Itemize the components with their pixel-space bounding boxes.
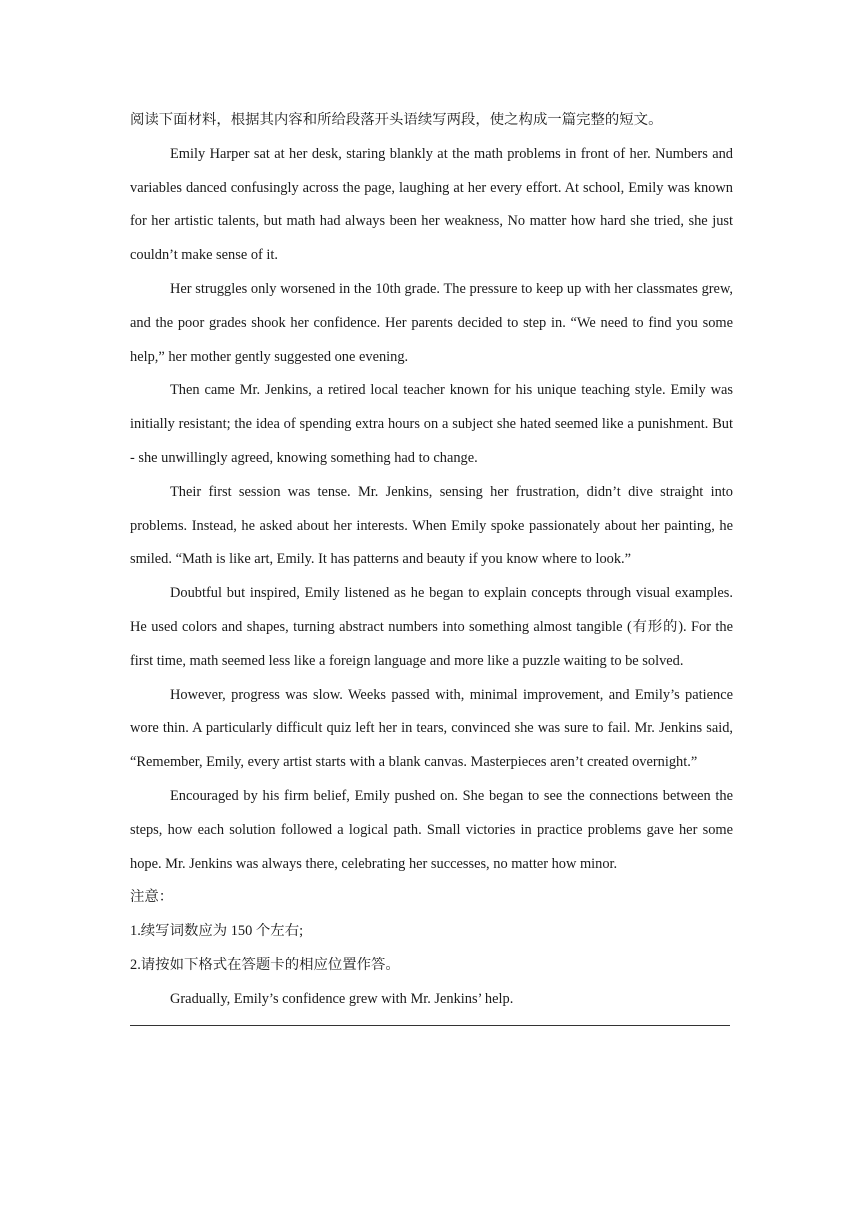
story-paragraph-1: Emily Harper sat at her desk, staring blankly at the math problems in front of her. Numbers and variables danced confusingly across the page, laughing at her every effort. At school, Emily was known for her artistic talents, but math had always been her weakness, No matter how hard she tried, she just couldn’t make sense of it. (130, 145, 733, 264)
story-paragraph-2: Her struggles only worsened in the 10th grade. The pressure to keep up with her classmates grew, and the poor grades shook her confidence. Her parents decided to step in. “We need to find you some help,” her mother gently suggested one evening. (130, 280, 733, 365)
story-paragraph-3: Then came Mr. Jenkins, a retired local teacher known for his unique teaching style. Emily was initially resistant; the idea of spending extra hours on a subject she hated seemed like a punishment. But - she unwillingly agreed, knowing something had to change. (130, 382, 733, 466)
continuation-opening: Gradually, Emily’s confidence grew with Mr. Jenkins’ help. (170, 990, 514, 1007)
story-paragraph-5: Doubtful but inspired, Emily listened as he began to explain concepts through visual examples. He used colors and shapes, turning abstract numbers into something almost tangible (有形的). For the first time, math seemed less like a foreign language and more like a puzzle waiting to be solved. (130, 585, 733, 669)
notes-heading: 注意： (130, 889, 174, 906)
answer-line[interactable] (130, 1025, 730, 1026)
story-paragraph-4: Their first session was tense. Mr. Jenkins, sensing her frustration, didn’t dive straight into problems. Instead, he asked about her interests. When Emily spoke passionately about her painting, he smiled. “Math is like art, Emily. It has patterns and beauty if you know where to look.” (130, 483, 733, 568)
story-paragraph-7: Encouraged by his firm belief, Emily pushed on. She began to see the connections between the steps, how each solution followed a logical path. Small victories in practice problems gave her some hope. Mr. Jenkins was always there, celebrating her successes, no matter how minor. (130, 787, 733, 872)
note-item-word-count: 1.续写词数应为 150 个左右; (130, 923, 304, 940)
instruction-text: 阅读下面材料，根据其内容和所给段落开头语续写两段，使之构成一篇完整的短文。 (130, 112, 663, 128)
reading-document (130, 104, 733, 1026)
note-item-format: 2.请按如下格式在答题卡的相应位置作答。 (130, 956, 400, 973)
story-paragraph-6: However, progress was slow. Weeks passed with, minimal improvement, and Emily’s patience wore thin. A particularly difficult quiz left her in tears, convinced she was sure to fail. Mr. Jenkins said, “Remember, Emily, every artist starts with a blank canvas. Masterpieces aren’t created overnight.” (130, 686, 733, 771)
